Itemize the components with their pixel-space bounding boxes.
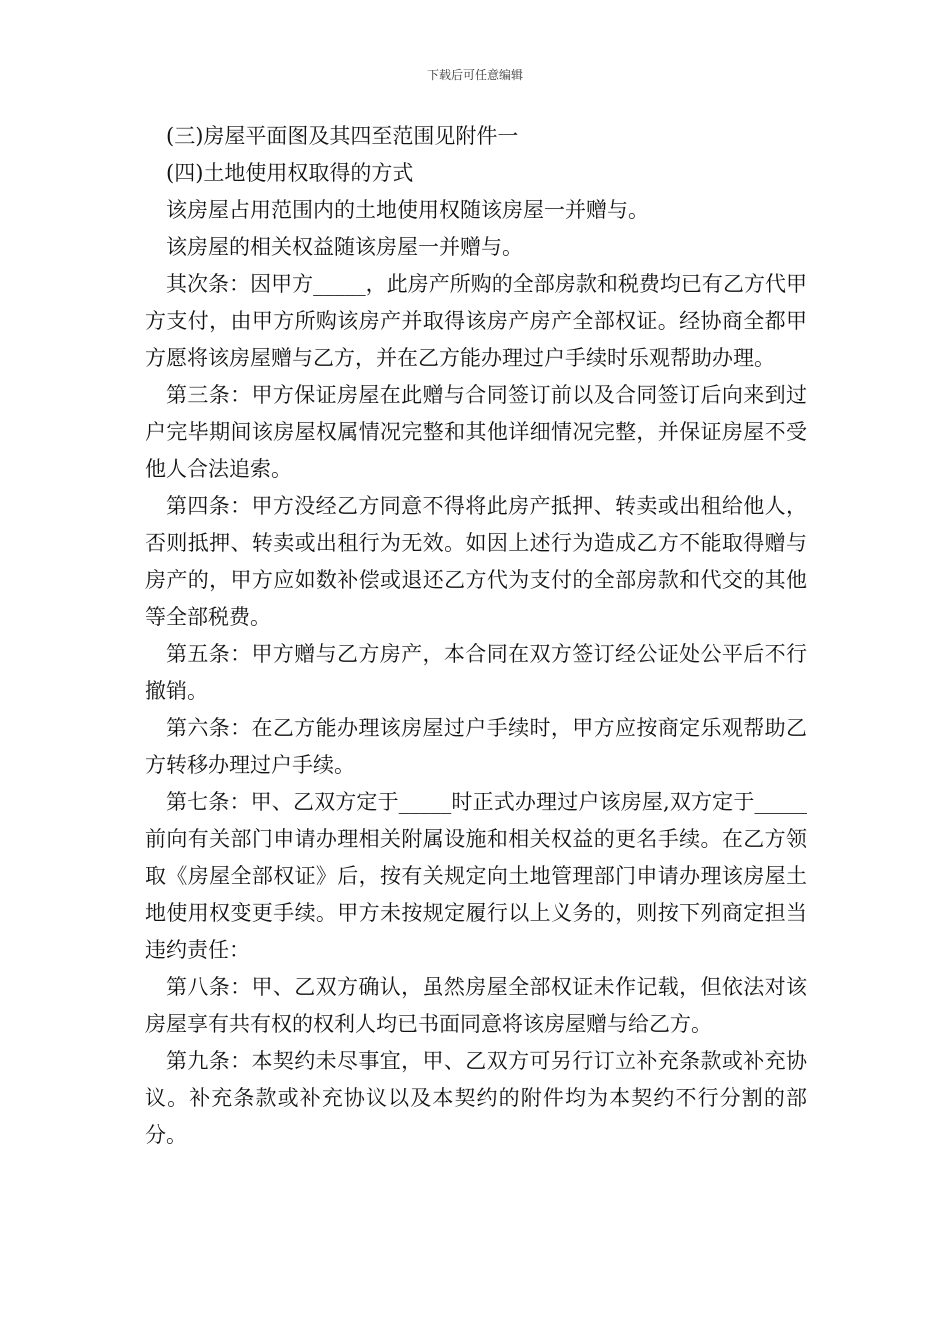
article-5: 第五条：甲方赠与乙方房产，本合同在双方签订经公证处公平后不行撤销。 [145, 642, 807, 703]
article-8: 第八条：甲、乙双方确认，虽然房屋全部权证未作记载，但依法对该房屋享有共有权的权利人均已书面同意将该房屋赠与给乙方。 [145, 975, 807, 1036]
article-7: 第七条：甲、乙双方定于_____时正式办理过户该房屋,双方定于_____前向有关部门申请办理相关附属设施和相关权益的更名手续。在乙方领取《房屋全部权证》后，按有关规定向土地管理部门申请办理该房屋土地使用权变更手续。甲方未按规定履行以上义务的，则按下列商定担当违约责任： [145, 790, 807, 962]
article-9: 第九条：本契约未尽事宜，甲、乙双方可另行订立补充条款或补充协议。补充条款或补充协议以及本契约的附件均为本契约不行分割的部分。 [145, 1049, 807, 1147]
article-6: 第六条：在乙方能办理该房屋过户手续时，甲方应按商定乐观帮助乙方转移办理过户手续。 [145, 716, 807, 777]
page-header-note: 下载后可任意编辑 [426, 68, 523, 82]
clause-land-use-method: (四)土地使用权取得的方式 [166, 161, 414, 185]
document-body [145, 118, 807, 1154]
article-2: 其次条：因甲方_____，此房产所购的全部房款和税费均已有乙方代甲方支付，由甲方所购该房产并取得该房产房产全部权证。经协商全都甲方愿将该房屋赠与乙方，并在乙方能办理过户手续时乐观帮助办理。 [145, 272, 807, 370]
clause-land-use-gift: 该房屋占用范围内的土地使用权随该房屋一并赠与。 [166, 198, 649, 222]
article-4: 第四条：甲方没经乙方同意不得将此房产抵押、转卖或出租给他人，否则抵押、转卖或出租行为无效。如因上述行为造成乙方不能取得赠与房产的，甲方应如数补偿或退还乙方代为支付的全部房款和代交的其他等全部税费。 [145, 494, 807, 629]
article-3: 第三条：甲方保证房屋在此赠与合同签订前以及合同签订后向来到过户完毕期间该房屋权属情况完整和其他详细情况完整，并保证房屋不受他人合法追索。 [145, 383, 807, 481]
clause-rights-gift: 该房屋的相关权益随该房屋一并赠与。 [166, 235, 523, 259]
clause-floor-plan: (三)房屋平面图及其四至范围见附件一 [166, 124, 519, 148]
